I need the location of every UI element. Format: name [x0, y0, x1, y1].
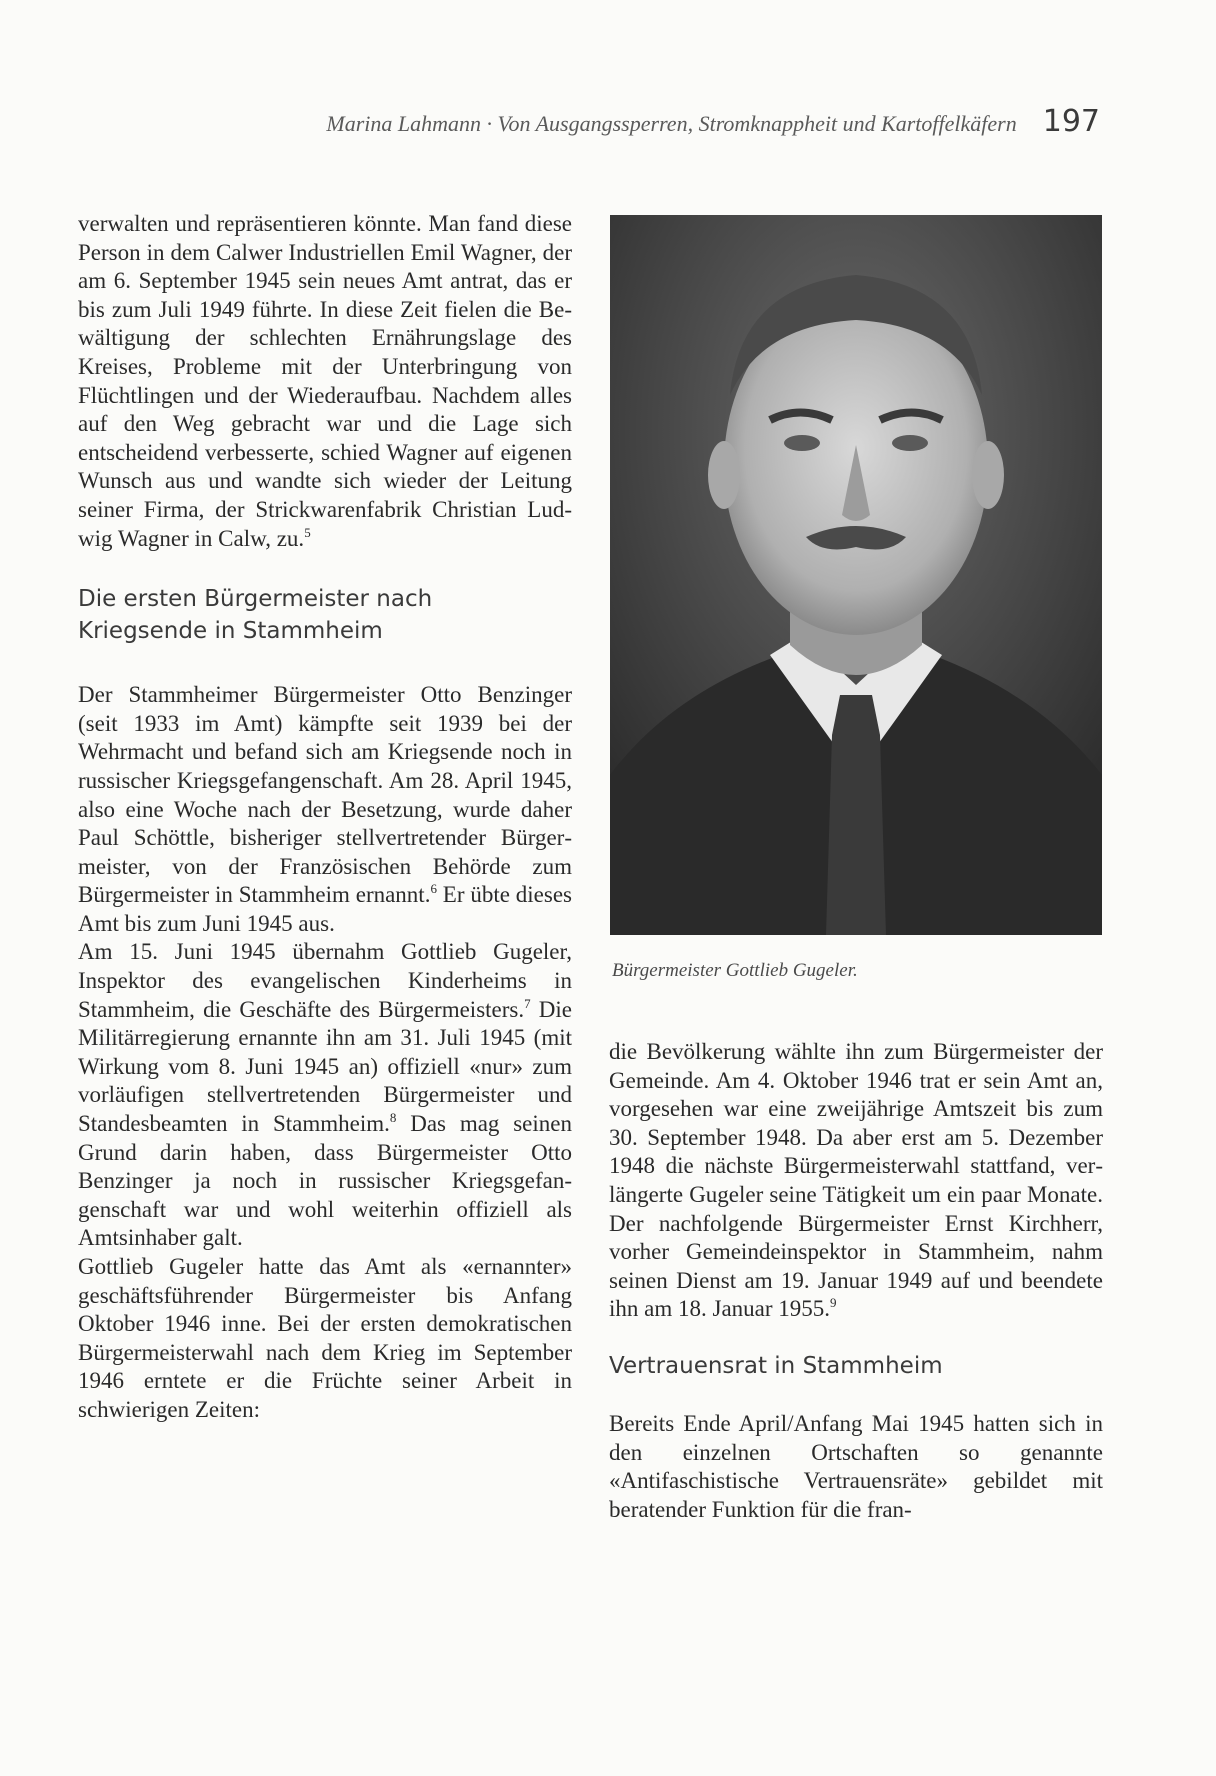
- paragraph-text: Er übte dieses Amt bis zum Juni 1945 aus.: [78, 882, 572, 936]
- paragraph-text: Die Militärregierung ernannte ihn am 31. Juli 1945 (mit Wirkung vom 8. Juni 1945 an) offiziell «nur» zum vorläufigen stellvertretenden Bürgermeister und Standesbeamten in Stammheim.: [78, 996, 572, 1137]
- figure-caption: Bürgermeister Gottlieb Gugeler.: [612, 960, 858, 981]
- paragraph: [78, 210, 572, 553]
- right-column: [609, 1038, 1103, 1524]
- heading-line: Die ersten Bürgermeister nach: [78, 586, 433, 613]
- section-heading: Vertrauensrat in Stammheim: [609, 1352, 943, 1379]
- paragraph-text: Der Stammheimer Bürgermeister Otto Benzinger (seit 1933 im Amt) kämpfte seit 1939 bei der Wehrmacht und befand sich am Kriegsende noch in russischer Kriegsgefangenschaft. Am 28. April 1945, also eine Woche nach der Besetzung, wurde daher Paul Schöttle, bisheriger stellvertretender Bürgermeister, von der Französischen Behörde zum Bürgermeister in Stammheim ernannt.: [78, 682, 572, 908]
- paragraph: [78, 938, 572, 1253]
- paragraph-text: verwalten und repräsentieren könnte. Man fand diese Person in dem Calwer Industriellen Emil Wagner, der am 6. September 1945 sein neues Amt antrat, das er bis zum Juli 1949 führte. In diese Zeit fielen die Bewältigung der schlechten Ernährungslage des Kreises, Probleme mit der Unterbringung von Flüchtlingen und der Wiederaufbau. Nachdem alles auf den Weg gebracht war und die Lage sich entscheidend verbesserte, schied Wagner auf eigenen Wunsch aus und wandte sich wieder der Leitung seiner Firma, der Strickwarenfabrik Christian Ludwig Wagner in Calw, zu.: [78, 211, 572, 551]
- footnote-ref: 7: [524, 995, 531, 1011]
- paragraph-text: Das mag seinen Grund darin haben, dass Bürgermeister Otto Benzinger ja noch in russischer Kriegsgefangenschaft war und wohl weiterhin offiziell als Amtsinhaber galt.: [78, 1111, 572, 1251]
- paragraph: [609, 1410, 1103, 1524]
- section-heading: [78, 583, 572, 647]
- paragraph: [78, 681, 572, 938]
- paragraph-text: die Bevölkerung wählte ihn zum Bürgermeister der Gemeinde. Am 4. Oktober 1946 trat er sein Amt an, vorgesehen war eine zweijährige Amtszeit bis zum 30. September 1948. Da aber erst am 5. Dezember 1948 die nächste Bürgermeisterwahl stattfand, verlängerte Gugeler seine Tätigkeit um ein paar Monate. Der nachfolgende Bürgermeister Ernst Kirchherr, vorher Gemeindeinspektor in Stammheim, nahm seinen Dienst am 19. Januar 1949 auf und beendete ihn am 18. Januar 1955.: [609, 1039, 1103, 1322]
- portrait-illustration: [610, 215, 1102, 935]
- page-number: 197: [1042, 104, 1100, 139]
- paragraph: [78, 1253, 572, 1425]
- paragraph-text: Am 15. Juni 1945 übernahm Gottlieb Gugeler, Inspektor des evangelischen Kinderheims in Stammheim, die Geschäfte des Bürgermeisters.: [78, 939, 572, 1022]
- paragraph-text: Bereits Ende April/Anfang Mai 1945 hatten sich in den einzelnen Ortschaften so genannte «Antifaschistische Vertrauensräte» gebildet mit beratender Funktion für die fran-: [609, 1410, 1103, 1522]
- left-column: [78, 210, 572, 1425]
- paragraph-text: Gottlieb Gugeler hatte das Amt als «ernannter» geschäftsführender Bürgermeister bis Anfang Oktober 1946 inne. Bei der ersten demokratischen Bürgermeisterwahl nach dem Krieg im September 1946 erntete er die Früchte seiner Arbeit in schwierigen Zeiten:: [78, 1254, 572, 1422]
- running-header: [230, 104, 1100, 139]
- footnote-ref: 8: [389, 1110, 397, 1126]
- portrait-photo: [610, 215, 1102, 935]
- footnote-ref: 9: [830, 1295, 837, 1311]
- footnote-ref: 5: [304, 524, 311, 540]
- heading-line: Kriegsende in Stammheim: [78, 618, 383, 645]
- paragraph: [609, 1038, 1103, 1324]
- running-title: Marina Lahmann · Von Ausgangssperren, Stromknappheit und Kartoffelkäfern: [326, 111, 1017, 136]
- footnote-ref: 6: [430, 881, 437, 897]
